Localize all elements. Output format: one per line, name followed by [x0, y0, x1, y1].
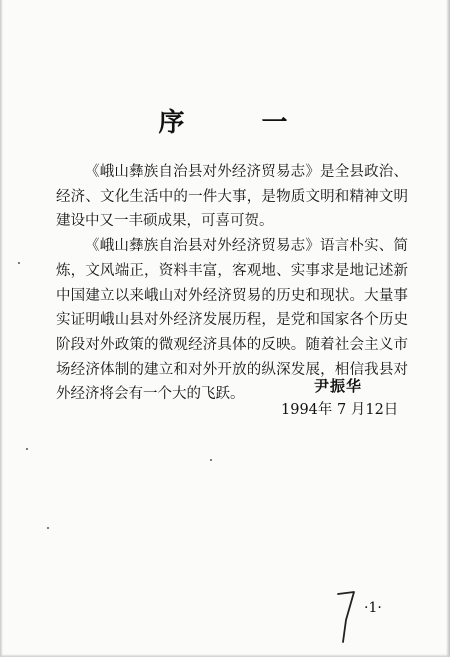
scan-speck: [26, 448, 28, 450]
handwritten-mark-icon: [334, 586, 364, 646]
scan-edge-right: [446, 0, 450, 657]
signature-author: 尹振华: [314, 377, 363, 395]
preface-body: [56, 160, 408, 407]
signature-date: 1994年 7 月12日: [281, 402, 399, 418]
page-number: ·1·: [364, 600, 382, 616]
paragraph-1: 《峨山彝族自治县对外经济贸易志》是全县政治、经济、文化生活中的一件大事，是物质文明和精神文明建设中又一丰硕成果，可喜可贺。: [56, 164, 408, 230]
scan-speck: [18, 262, 20, 264]
paragraph-2: 《峨山彝族自治县对外经济贸易志》语言朴实、简炼，文风端正，资料丰富，客观地、实事求是地记述新中国建立以来峨山对外经济贸易的历史和现状。大量事实证明峨山县对外经济发展历程，是党和国家各个历史阶段对外政策的微观经济具体的反映。随着社会主义市场经济体制的建立和对外开放的纵深发展，相信我县对外经济将会有一个大的飞跃。: [56, 238, 408, 403]
scan-speck: [210, 459, 212, 461]
scan-speck: [47, 527, 49, 529]
page-title: 序 一: [158, 108, 322, 138]
scan-edge-left: [0, 0, 3, 657]
